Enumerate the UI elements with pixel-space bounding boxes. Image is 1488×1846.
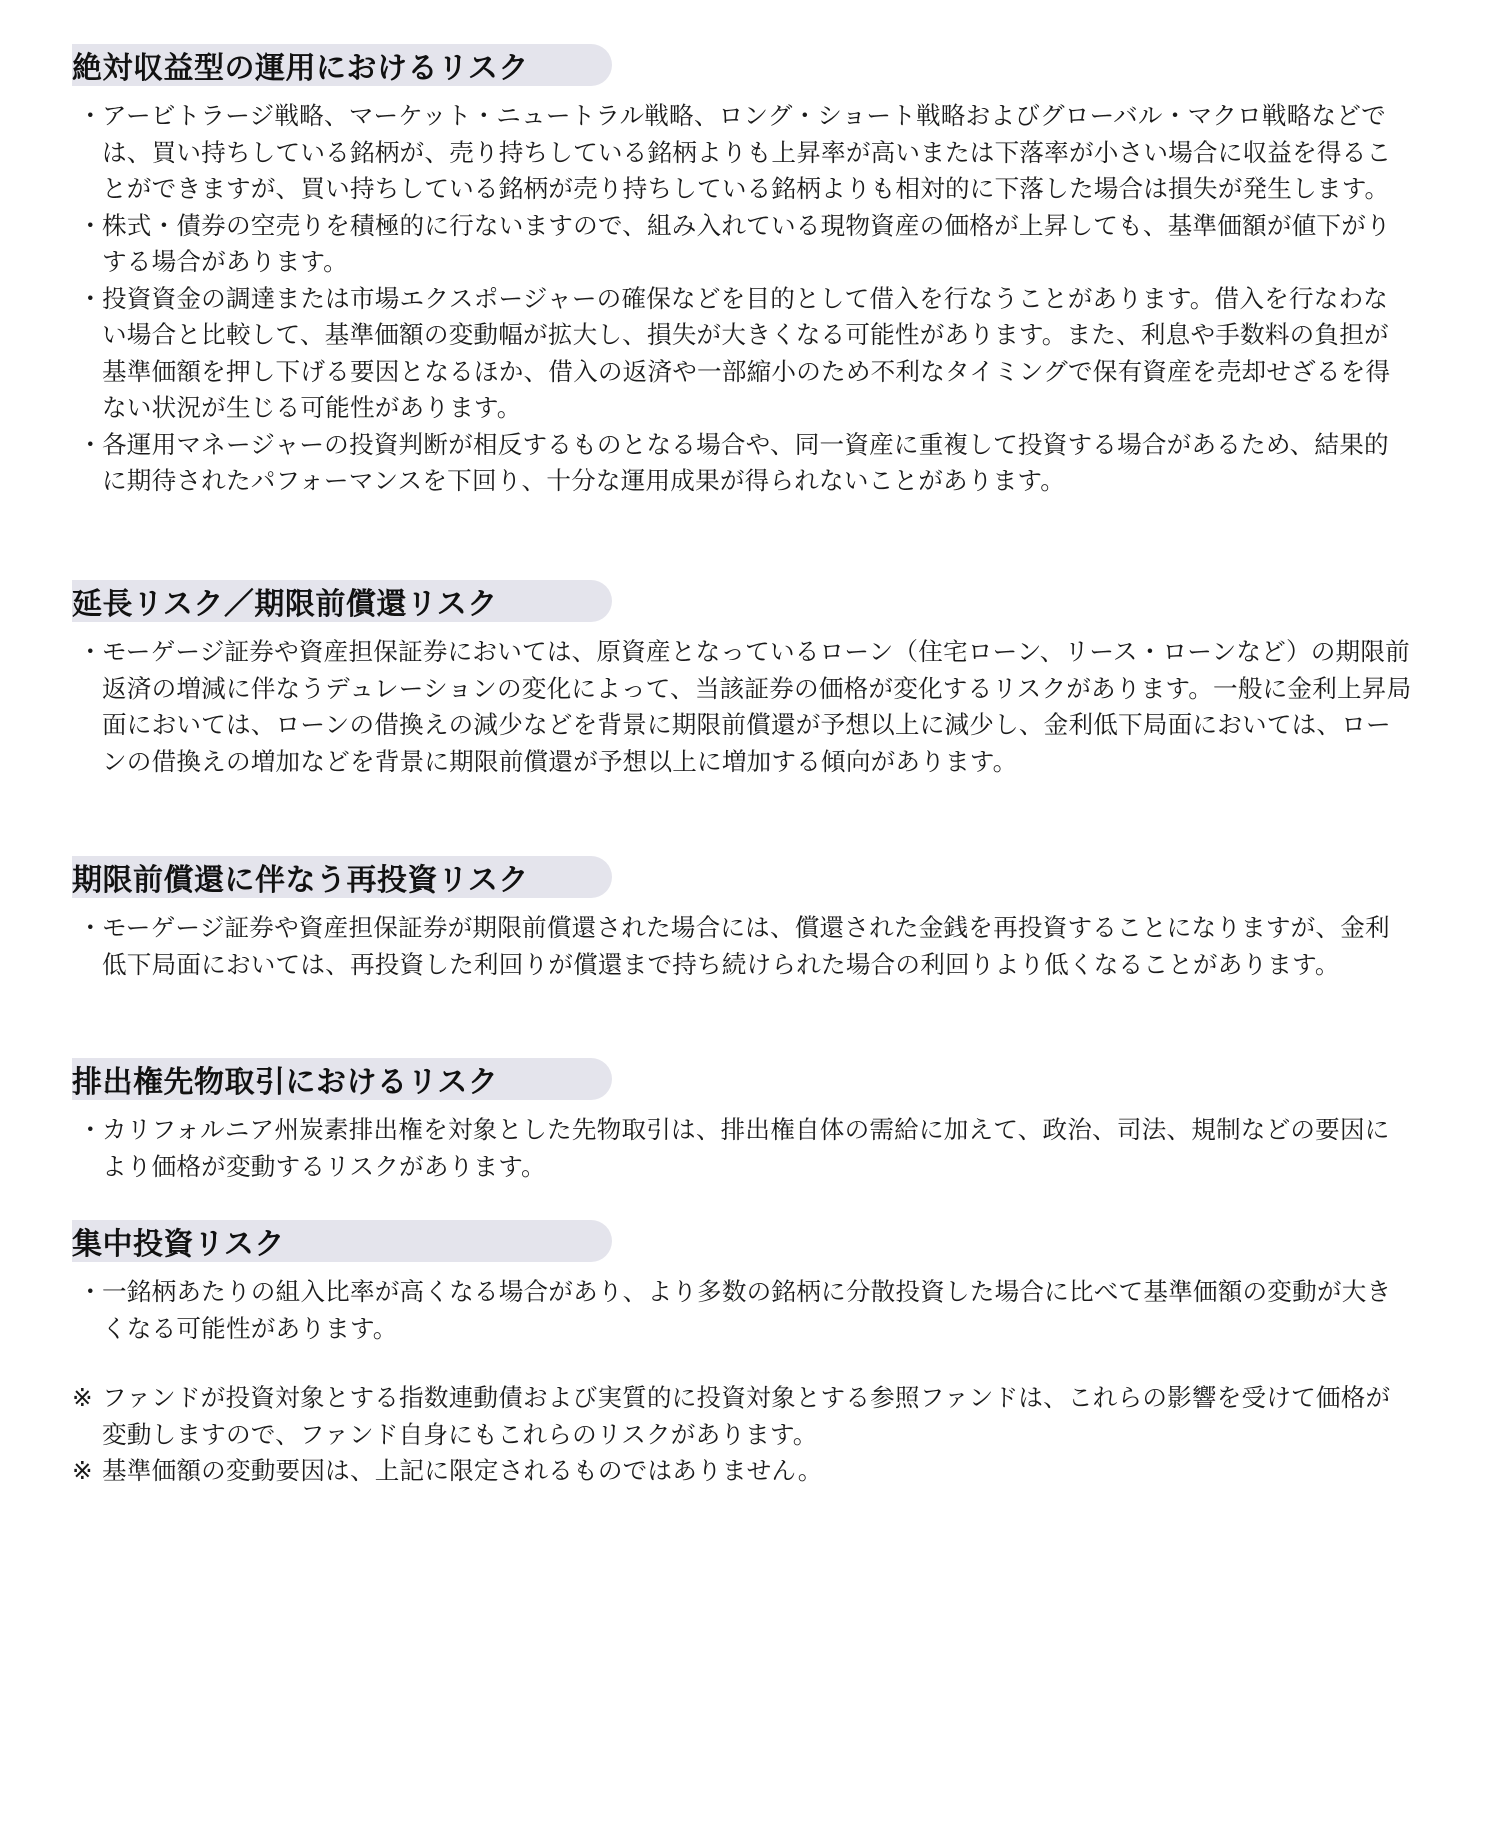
item-list	[72, 1112, 1412, 1185]
list-item	[72, 1274, 1412, 1347]
section-extension-prepayment-risk	[72, 580, 1412, 780]
section-heading	[72, 1058, 612, 1100]
item-text: 各運用マネージャーの投資判断が相反するものとなる場合や、同一資産に重複して投資する場合があるため、結果的に期待されたパフォーマンスを下回り、十分な運用成果が得られないことがあります。	[102, 429, 1389, 495]
list-item	[72, 634, 1412, 780]
item-text: アービトラージ戦略、マーケット・ニュートラル戦略、ロング・ショート戦略およびグローバル・マクロ戦略などでは、買い持ちしている銘柄が、売り持ちしている銘柄よりも上昇率が高いまたは下落率が小さい場合に収益を得ることができますが、買い持ちしている銘柄が売り持ちしている銘柄よりも相対的に下落した場合は損失が発生します。	[102, 101, 1392, 203]
note-mark: ※	[72, 1456, 93, 1485]
section-title: 絶対収益型の運用におけるリスク	[72, 51, 529, 86]
section-reinvestment-risk	[72, 856, 1412, 983]
section-heading	[72, 44, 612, 86]
bullet-mark: ・	[78, 1115, 103, 1144]
list-item	[72, 1112, 1412, 1185]
item-text: カリフォルニア州炭素排出権を対象とした先物取引は、排出権自体の需給に加えて、政治、司法、規制などの要因により価格が変動するリスクがあります。	[102, 1115, 1390, 1181]
item-list	[72, 910, 1412, 983]
section-absolute-return-risk	[72, 44, 1412, 500]
footnotes	[72, 1380, 1412, 1490]
list-item	[72, 98, 1412, 208]
section-emission-futures-risk	[72, 1058, 1412, 1185]
section-heading	[72, 1220, 612, 1262]
section-heading	[72, 580, 612, 622]
section-title: 期限前償還に伴なう再投資リスク	[72, 863, 529, 898]
item-list	[72, 634, 1412, 780]
footnote-text: 基準価額の変動要因は、上記に限定されるものではありません。	[102, 1456, 823, 1485]
section-concentration-risk	[72, 1220, 1412, 1347]
item-text: モーゲージ証券や資産担保証券が期限前償還された場合には、償還された金銭を再投資することになりますが、金利低下局面においては、再投資した利回りが償還まで持ち続けられた場合の利回りより低くなることがあります。	[102, 913, 1390, 979]
item-list	[72, 1274, 1412, 1347]
list-item	[72, 208, 1412, 281]
bullet-mark: ・	[78, 210, 103, 240]
list-item	[72, 910, 1412, 983]
bullet-mark: ・	[78, 283, 103, 313]
item-text: 投資資金の調達または市場エクスポージャーの確保などを目的として借入を行なうことがあります。借入を行なわない場合と比較して、基準価額の変動幅が拡大し、損失が大きくなる可能性があります。また、利息や手数料の負担が基準価額を押し下げる要因となるほか、借入の返済や一部縮小のため不利なタイミングで保有資産を売却せざるを得ない状況が生じる可能性があります。	[102, 283, 1391, 422]
footnote-text: ファンドが投資対象とする指数連動債および実質的に投資対象とする参照ファンドは、これらの影響を受けて価格が変動しますので、ファンド自身にもこれらのリスクがあります。	[102, 1383, 1391, 1449]
item-list	[72, 98, 1412, 500]
section-title: 集中投資リスク	[72, 1227, 285, 1262]
item-text: 一銘柄あたりの組入比率が高くなる場合があり、より多数の銘柄に分散投資した場合に比べて基準価額の変動が大きくなる可能性があります。	[102, 1277, 1392, 1343]
bullet-mark: ・	[78, 1277, 103, 1306]
bullet-mark: ・	[78, 913, 103, 942]
list-item	[72, 281, 1412, 427]
list-item	[72, 427, 1412, 500]
note-mark: ※	[72, 1383, 93, 1412]
section-title: 排出権先物取引におけるリスク	[72, 1065, 499, 1100]
footnote	[72, 1453, 1412, 1490]
footnote	[72, 1380, 1412, 1453]
section-heading	[72, 856, 612, 898]
bullet-mark: ・	[78, 637, 103, 666]
item-text: 株式・債券の空売りを積極的に行ないますので、組み入れている現物資産の価格が上昇しても、基準価額が値下がりする場合があります。	[102, 210, 1391, 276]
bullet-mark: ・	[78, 101, 103, 130]
section-title: 延長リスク／期限前償還リスク	[72, 587, 498, 622]
bullet-mark: ・	[78, 429, 103, 459]
item-text: モーゲージ証券や資産担保証券においては、原資産となっているローン（住宅ローン、リース・ローンなど）の期限前返済の増減に伴なうデュレーションの変化によって、当該証券の価格が変化するリスクがあります。一般に金利上昇局面においては、ローンの借換えの減少などを背景に期限前償還が予想以上に減少し、金利低下局面においては、ローンの借換えの増加などを背景に期限前償還が予想以上に増加する傾向があります。	[102, 637, 1412, 776]
